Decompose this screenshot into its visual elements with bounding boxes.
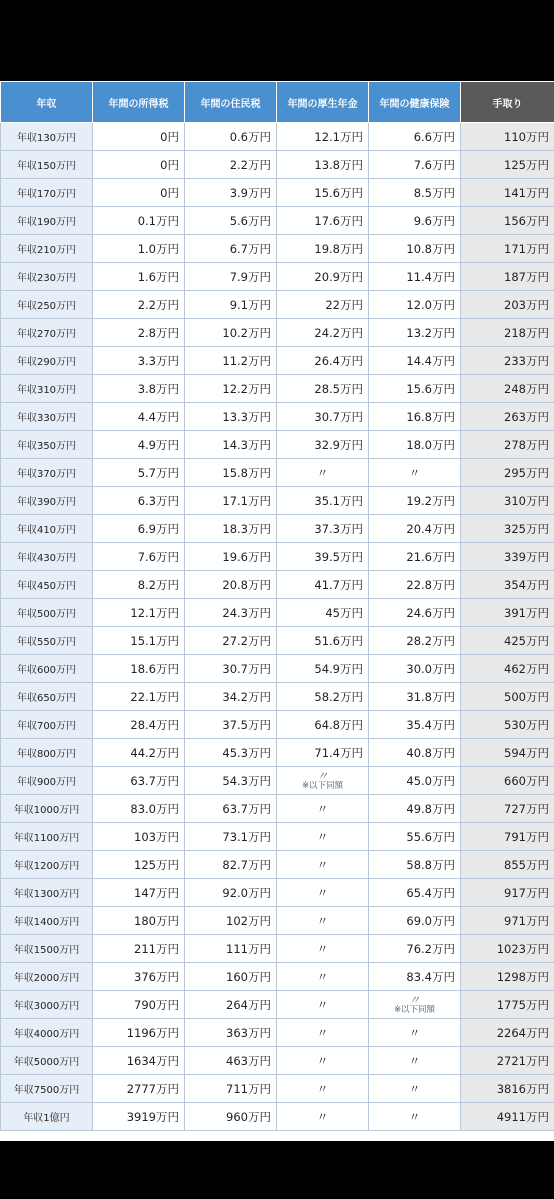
income-tax-cell: 3.8万円 <box>93 375 185 403</box>
pension-cell: 〃 <box>277 1103 369 1131</box>
income-cell: 年収1500万円 <box>1 935 93 963</box>
table-row <box>1 655 554 683</box>
takehome-cell: 156万円 <box>461 207 554 235</box>
takehome-cell: 325万円 <box>461 515 554 543</box>
takehome-cell: 3816万円 <box>461 1075 554 1103</box>
income-tax-cell: 0.1万円 <box>93 207 185 235</box>
table-row <box>1 851 554 879</box>
resident-tax-cell: 17.1万円 <box>185 487 277 515</box>
income-cell: 年収330万円 <box>1 403 93 431</box>
income-tax-cell: 18.6万円 <box>93 655 185 683</box>
income-tax-cell: 0円 <box>93 151 185 179</box>
resident-tax-cell: 960万円 <box>185 1103 277 1131</box>
income-cell: 年収1000万円 <box>1 795 93 823</box>
resident-tax-cell: 7.9万円 <box>185 263 277 291</box>
table-row <box>1 935 554 963</box>
income-cell: 年収1200万円 <box>1 851 93 879</box>
health-insurance-cell: 13.2万円 <box>369 319 461 347</box>
income-tax-cell: 28.4万円 <box>93 711 185 739</box>
resident-tax-cell: 20.8万円 <box>185 571 277 599</box>
table-row <box>1 151 554 179</box>
resident-tax-cell: 73.1万円 <box>185 823 277 851</box>
income-tax-cell: 147万円 <box>93 879 185 907</box>
pension-cell: 〃 <box>277 991 369 1019</box>
health-insurance-cell: 6.6万円 <box>369 123 461 151</box>
income-tax-cell: 180万円 <box>93 907 185 935</box>
health-insurance-cell: 28.2万円 <box>369 627 461 655</box>
health-insurance-cell: 10.8万円 <box>369 235 461 263</box>
income-tax-cell: 0円 <box>93 123 185 151</box>
pension-cell: 12.1万円 <box>277 123 369 151</box>
income-tax-cell: 63.7万円 <box>93 767 185 795</box>
table-row <box>1 963 554 991</box>
table-row <box>1 1103 554 1131</box>
resident-tax-cell: 12.2万円 <box>185 375 277 403</box>
takehome-cell: 917万円 <box>461 879 554 907</box>
header-resident-tax: 年間の住民税 <box>185 82 277 123</box>
income-cell: 年収370万円 <box>1 459 93 487</box>
resident-tax-cell: 54.3万円 <box>185 767 277 795</box>
resident-tax-cell: 264万円 <box>185 991 277 1019</box>
pension-cell: 19.8万円 <box>277 235 369 263</box>
health-insurance-cell: 30.0万円 <box>369 655 461 683</box>
health-insurance-cell: 〃 <box>369 1103 461 1131</box>
pension-cell: 〃 <box>277 851 369 879</box>
health-insurance-cell: 35.4万円 <box>369 711 461 739</box>
resident-tax-cell: 711万円 <box>185 1075 277 1103</box>
takehome-cell: 391万円 <box>461 599 554 627</box>
takehome-cell: 187万円 <box>461 263 554 291</box>
pension-cell: 20.9万円 <box>277 263 369 291</box>
table-row <box>1 459 554 487</box>
takehome-cell: 218万円 <box>461 319 554 347</box>
income-cell: 年収600万円 <box>1 655 93 683</box>
income-tax-cell: 3919万円 <box>93 1103 185 1131</box>
health-insurance-cell: 76.2万円 <box>369 935 461 963</box>
table-row <box>1 1047 554 1075</box>
income-cell: 年収700万円 <box>1 711 93 739</box>
table-row <box>1 291 554 319</box>
pension-cell: 45万円 <box>277 599 369 627</box>
income-tax-cell: 3.3万円 <box>93 347 185 375</box>
income-cell: 年収1400万円 <box>1 907 93 935</box>
income-cell: 年収270万円 <box>1 319 93 347</box>
resident-tax-cell: 111万円 <box>185 935 277 963</box>
table-row <box>1 263 554 291</box>
table-row <box>1 907 554 935</box>
takehome-cell: 339万円 <box>461 543 554 571</box>
resident-tax-cell: 11.2万円 <box>185 347 277 375</box>
resident-tax-cell: 6.7万円 <box>185 235 277 263</box>
income-cell: 年収410万円 <box>1 515 93 543</box>
pension-cell: 35.1万円 <box>277 487 369 515</box>
income-cell: 年収550万円 <box>1 627 93 655</box>
pension-cell: 〃 <box>277 879 369 907</box>
takehome-cell: 203万円 <box>461 291 554 319</box>
pension-cell: 26.4万円 <box>277 347 369 375</box>
income-tax-cell: 22.1万円 <box>93 683 185 711</box>
health-insurance-cell: 83.4万円 <box>369 963 461 991</box>
pension-cell: 58.2万円 <box>277 683 369 711</box>
table-row <box>1 1019 554 1047</box>
pension-cell: 〃 <box>277 963 369 991</box>
income-cell: 年収5000万円 <box>1 1047 93 1075</box>
pension-cell: 71.4万円 <box>277 739 369 767</box>
income-cell: 年収210万円 <box>1 235 93 263</box>
table-body <box>1 123 554 1131</box>
takehome-cell: 2721万円 <box>461 1047 554 1075</box>
health-insurance-cell <box>369 991 461 1019</box>
table-row <box>1 319 554 347</box>
resident-tax-cell: 9.1万円 <box>185 291 277 319</box>
takehome-cell: 1298万円 <box>461 963 554 991</box>
pension-cell: 41.7万円 <box>277 571 369 599</box>
same-below-note: ※以下同額 <box>301 781 344 791</box>
takehome-cell: 791万円 <box>461 823 554 851</box>
health-insurance-cell: 〃 <box>369 1075 461 1103</box>
health-insurance-cell: 20.4万円 <box>369 515 461 543</box>
takehome-cell: 278万円 <box>461 431 554 459</box>
income-tax-cell: 2.2万円 <box>93 291 185 319</box>
takehome-cell: 4911万円 <box>461 1103 554 1131</box>
table-row <box>1 123 554 151</box>
pension-cell: 24.2万円 <box>277 319 369 347</box>
same-below-note: ※以下同額 <box>393 1005 436 1015</box>
income-tax-cell: 376万円 <box>93 963 185 991</box>
income-tax-cell: 0円 <box>93 179 185 207</box>
health-insurance-cell: 65.4万円 <box>369 879 461 907</box>
takehome-cell: 971万円 <box>461 907 554 935</box>
income-cell: 年収4000万円 <box>1 1019 93 1047</box>
resident-tax-cell: 19.6万円 <box>185 543 277 571</box>
table-row <box>1 515 554 543</box>
takehome-cell: 2264万円 <box>461 1019 554 1047</box>
table-row <box>1 683 554 711</box>
income-cell: 年収2000万円 <box>1 963 93 991</box>
pension-cell: 22万円 <box>277 291 369 319</box>
table-row <box>1 375 554 403</box>
resident-tax-cell: 63.7万円 <box>185 795 277 823</box>
income-tax-cell: 1.6万円 <box>93 263 185 291</box>
income-cell: 年収1300万円 <box>1 879 93 907</box>
takehome-cell: 110万円 <box>461 123 554 151</box>
income-tax-cell: 4.9万円 <box>93 431 185 459</box>
takehome-cell: 171万円 <box>461 235 554 263</box>
pension-cell: 〃 <box>277 907 369 935</box>
income-table <box>0 81 554 1131</box>
income-tax-cell: 125万円 <box>93 851 185 879</box>
income-cell: 年収7500万円 <box>1 1075 93 1103</box>
table-row <box>1 179 554 207</box>
pension-cell: 〃 <box>277 1075 369 1103</box>
pension-cell: 28.5万円 <box>277 375 369 403</box>
income-tax-cell: 44.2万円 <box>93 739 185 767</box>
takehome-cell: 248万円 <box>461 375 554 403</box>
income-cell: 年収900万円 <box>1 767 93 795</box>
table-row <box>1 347 554 375</box>
resident-tax-cell: 14.3万円 <box>185 431 277 459</box>
health-insurance-cell: 45.0万円 <box>369 767 461 795</box>
income-tax-cell: 7.6万円 <box>93 543 185 571</box>
pension-cell: 〃 <box>277 935 369 963</box>
income-cell: 年収290万円 <box>1 347 93 375</box>
health-insurance-cell: 15.6万円 <box>369 375 461 403</box>
takehome-cell: 263万円 <box>461 403 554 431</box>
income-cell: 年収230万円 <box>1 263 93 291</box>
income-cell: 年収150万円 <box>1 151 93 179</box>
resident-tax-cell: 18.3万円 <box>185 515 277 543</box>
resident-tax-cell: 15.8万円 <box>185 459 277 487</box>
ditto-mark: 〃 <box>408 993 421 1007</box>
resident-tax-cell: 37.5万円 <box>185 711 277 739</box>
pension-cell: 〃 <box>277 1047 369 1075</box>
takehome-cell: 855万円 <box>461 851 554 879</box>
takehome-cell: 660万円 <box>461 767 554 795</box>
health-insurance-cell: 14.4万円 <box>369 347 461 375</box>
table-row <box>1 487 554 515</box>
table-row <box>1 991 554 1019</box>
table-row <box>1 571 554 599</box>
table-row <box>1 879 554 907</box>
table-row <box>1 767 554 795</box>
takehome-cell: 354万円 <box>461 571 554 599</box>
resident-tax-cell: 463万円 <box>185 1047 277 1075</box>
income-cell: 年収430万円 <box>1 543 93 571</box>
income-cell: 年収130万円 <box>1 123 93 151</box>
takehome-cell: 462万円 <box>461 655 554 683</box>
header-health-insurance: 年間の健康保険 <box>369 82 461 123</box>
pension-cell <box>277 767 369 795</box>
table-row <box>1 795 554 823</box>
table-row <box>1 207 554 235</box>
table-row <box>1 543 554 571</box>
takehome-cell: 125万円 <box>461 151 554 179</box>
takehome-cell: 425万円 <box>461 627 554 655</box>
table-row <box>1 599 554 627</box>
income-cell: 年収350万円 <box>1 431 93 459</box>
takehome-cell: 727万円 <box>461 795 554 823</box>
health-insurance-cell: 〃 <box>369 1047 461 1075</box>
pension-cell: 〃 <box>277 459 369 487</box>
health-insurance-cell: 16.8万円 <box>369 403 461 431</box>
resident-tax-cell: 10.2万円 <box>185 319 277 347</box>
health-insurance-cell: 22.8万円 <box>369 571 461 599</box>
income-tax-cell: 12.1万円 <box>93 599 185 627</box>
pension-cell: 〃 <box>277 795 369 823</box>
header-income: 年収 <box>1 82 93 123</box>
resident-tax-cell: 2.2万円 <box>185 151 277 179</box>
resident-tax-cell: 45.3万円 <box>185 739 277 767</box>
resident-tax-cell: 160万円 <box>185 963 277 991</box>
pension-cell: 〃 <box>277 1019 369 1047</box>
table-row <box>1 739 554 767</box>
resident-tax-cell: 13.3万円 <box>185 403 277 431</box>
resident-tax-cell: 102万円 <box>185 907 277 935</box>
header-pension: 年間の厚生年金 <box>277 82 369 123</box>
resident-tax-cell: 27.2万円 <box>185 627 277 655</box>
takehome-cell: 500万円 <box>461 683 554 711</box>
takehome-cell: 530万円 <box>461 711 554 739</box>
header-row <box>1 82 554 123</box>
resident-tax-cell: 3.9万円 <box>185 179 277 207</box>
income-cell: 年収500万円 <box>1 599 93 627</box>
income-table-container <box>0 81 554 1141</box>
income-cell: 年収650万円 <box>1 683 93 711</box>
income-cell: 年収800万円 <box>1 739 93 767</box>
income-cell: 年収390万円 <box>1 487 93 515</box>
table-row <box>1 403 554 431</box>
health-insurance-cell: 40.8万円 <box>369 739 461 767</box>
table-row <box>1 711 554 739</box>
income-tax-cell: 5.7万円 <box>93 459 185 487</box>
takehome-cell: 1775万円 <box>461 991 554 1019</box>
pension-cell: 37.3万円 <box>277 515 369 543</box>
income-tax-cell: 211万円 <box>93 935 185 963</box>
pension-cell: 17.6万円 <box>277 207 369 235</box>
takehome-cell: 141万円 <box>461 179 554 207</box>
takehome-cell: 295万円 <box>461 459 554 487</box>
income-cell: 年収3000万円 <box>1 991 93 1019</box>
income-cell: 年収310万円 <box>1 375 93 403</box>
takehome-cell: 233万円 <box>461 347 554 375</box>
income-tax-cell: 1.0万円 <box>93 235 185 263</box>
takehome-cell: 594万円 <box>461 739 554 767</box>
income-tax-cell: 1634万円 <box>93 1047 185 1075</box>
pension-cell: 32.9万円 <box>277 431 369 459</box>
income-cell: 年収250万円 <box>1 291 93 319</box>
pension-cell: 13.8万円 <box>277 151 369 179</box>
takehome-cell: 1023万円 <box>461 935 554 963</box>
resident-tax-cell: 34.2万円 <box>185 683 277 711</box>
income-tax-cell: 1196万円 <box>93 1019 185 1047</box>
table-row <box>1 823 554 851</box>
header-takehome: 手取り <box>461 82 554 123</box>
health-insurance-cell: 11.4万円 <box>369 263 461 291</box>
income-tax-cell: 6.9万円 <box>93 515 185 543</box>
health-insurance-cell: 21.6万円 <box>369 543 461 571</box>
resident-tax-cell: 82.7万円 <box>185 851 277 879</box>
income-cell: 年収450万円 <box>1 571 93 599</box>
health-insurance-cell: 18.0万円 <box>369 431 461 459</box>
income-tax-cell: 103万円 <box>93 823 185 851</box>
health-insurance-cell: 31.8万円 <box>369 683 461 711</box>
table-row <box>1 235 554 263</box>
pension-cell: 39.5万円 <box>277 543 369 571</box>
pension-cell: 54.9万円 <box>277 655 369 683</box>
ditto-mark: 〃 <box>316 769 329 783</box>
resident-tax-cell: 5.6万円 <box>185 207 277 235</box>
health-insurance-cell: 9.6万円 <box>369 207 461 235</box>
resident-tax-cell: 24.3万円 <box>185 599 277 627</box>
resident-tax-cell: 92.0万円 <box>185 879 277 907</box>
income-tax-cell: 83.0万円 <box>93 795 185 823</box>
income-cell: 年収1100万円 <box>1 823 93 851</box>
health-insurance-cell: 24.6万円 <box>369 599 461 627</box>
health-insurance-cell: 〃 <box>369 1019 461 1047</box>
resident-tax-cell: 0.6万円 <box>185 123 277 151</box>
pension-cell: 〃 <box>277 823 369 851</box>
income-cell: 年収1億円 <box>1 1103 93 1131</box>
income-tax-cell: 8.2万円 <box>93 571 185 599</box>
health-insurance-cell: 19.2万円 <box>369 487 461 515</box>
health-insurance-cell: 12.0万円 <box>369 291 461 319</box>
pension-cell: 30.7万円 <box>277 403 369 431</box>
health-insurance-cell: 58.8万円 <box>369 851 461 879</box>
income-cell: 年収190万円 <box>1 207 93 235</box>
table-row <box>1 1075 554 1103</box>
health-insurance-cell: 〃 <box>369 459 461 487</box>
health-insurance-cell: 69.0万円 <box>369 907 461 935</box>
takehome-cell: 310万円 <box>461 487 554 515</box>
income-tax-cell: 15.1万円 <box>93 627 185 655</box>
income-tax-cell: 790万円 <box>93 991 185 1019</box>
pension-cell: 51.6万円 <box>277 627 369 655</box>
health-insurance-cell: 49.8万円 <box>369 795 461 823</box>
resident-tax-cell: 363万円 <box>185 1019 277 1047</box>
pension-cell: 15.6万円 <box>277 179 369 207</box>
health-insurance-cell: 7.6万円 <box>369 151 461 179</box>
table-row <box>1 627 554 655</box>
health-insurance-cell: 8.5万円 <box>369 179 461 207</box>
resident-tax-cell: 30.7万円 <box>185 655 277 683</box>
health-insurance-cell: 55.6万円 <box>369 823 461 851</box>
income-tax-cell: 2777万円 <box>93 1075 185 1103</box>
table-row <box>1 431 554 459</box>
header-income-tax: 年間の所得税 <box>93 82 185 123</box>
pension-cell: 64.8万円 <box>277 711 369 739</box>
income-tax-cell: 6.3万円 <box>93 487 185 515</box>
income-cell: 年収170万円 <box>1 179 93 207</box>
income-tax-cell: 2.8万円 <box>93 319 185 347</box>
income-tax-cell: 4.4万円 <box>93 403 185 431</box>
